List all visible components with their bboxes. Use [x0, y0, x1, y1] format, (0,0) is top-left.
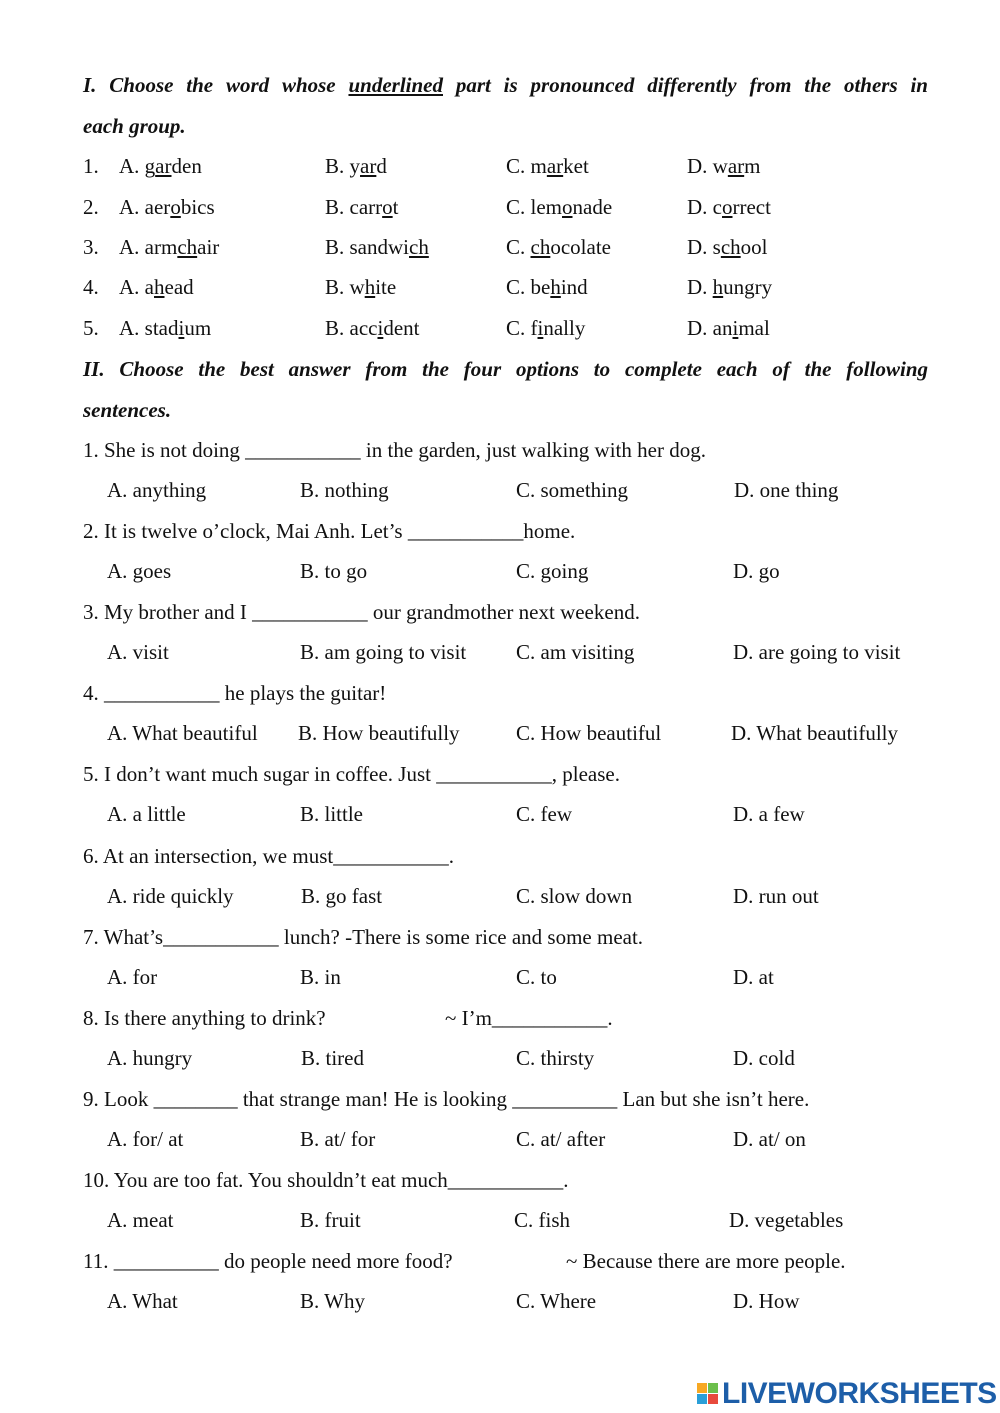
- answer-option[interactable]: B. at/ for: [300, 1127, 376, 1151]
- pronunciation-item: [0, 275, 1000, 305]
- section1-heading-pre: I. Choose the word whose: [83, 73, 349, 97]
- item-number: 4.: [83, 275, 99, 299]
- word-part: B. carr: [325, 195, 383, 219]
- answer-options: [0, 884, 1000, 914]
- pronunciation-item: [0, 316, 1000, 346]
- word-part: A. g: [119, 154, 156, 178]
- answer-option[interactable]: C. going: [516, 559, 589, 583]
- word-part: A. aer: [119, 195, 171, 219]
- answer-option[interactable]: D. one thing: [734, 478, 839, 502]
- underlined-part: ar: [360, 154, 377, 178]
- pronunciation-item: [0, 195, 1000, 225]
- question-row: [0, 600, 1000, 630]
- word-option[interactable]: [506, 235, 611, 260]
- answer-option[interactable]: B. little: [300, 802, 363, 826]
- question-text: 4. ___________ he plays the guitar!: [83, 681, 387, 705]
- answer-option[interactable]: D. at/ on: [733, 1127, 806, 1151]
- section2-heading: II. Choose the best answer from the four options to complete each of the following: [83, 357, 928, 381]
- answer-option[interactable]: A. visit: [107, 640, 169, 664]
- answer-option[interactable]: B. am going to visit: [300, 640, 467, 664]
- answer-option[interactable]: C. am visiting: [516, 640, 635, 664]
- word-part: D. w: [687, 154, 728, 178]
- underlined-part: ar: [546, 154, 564, 178]
- underlined-part: i: [178, 316, 185, 340]
- word-part: ead: [164, 275, 194, 299]
- logo-squares-icon: [697, 1383, 719, 1405]
- answer-option[interactable]: B. nothing: [300, 478, 389, 502]
- answer-option[interactable]: C. thirsty: [516, 1046, 595, 1070]
- word-part: D. c: [687, 195, 722, 219]
- question-row: [0, 438, 1000, 468]
- answer-option[interactable]: A. meat: [107, 1208, 174, 1232]
- word-option[interactable]: [687, 275, 772, 300]
- answer-option[interactable]: B. Why: [300, 1289, 365, 1313]
- answer-options: [0, 965, 1000, 995]
- question-row: [0, 681, 1000, 711]
- underlined-part: i: [377, 316, 384, 340]
- underlined-part: h: [550, 275, 561, 299]
- question-row: [0, 925, 1000, 955]
- word-part: den: [171, 154, 202, 178]
- answer-option[interactable]: A. a little: [107, 802, 186, 826]
- answer-option[interactable]: D. vegetables: [729, 1208, 844, 1232]
- answer-option[interactable]: D. How: [733, 1289, 800, 1313]
- word-part: ocolate: [550, 235, 611, 259]
- word-part: dent: [383, 316, 420, 340]
- question-row: [0, 844, 1000, 874]
- underlined-part: ar: [727, 154, 745, 178]
- answer-option[interactable]: B. tired: [301, 1046, 364, 1070]
- answer-option[interactable]: A. anything: [107, 478, 207, 502]
- word-option[interactable]: [119, 235, 219, 260]
- word-part: nally: [543, 316, 586, 340]
- item-number: 5.: [83, 316, 99, 340]
- question-text: 1. She is not doing ___________ in the garden, just walking with her dog.: [83, 438, 706, 462]
- word-part: bics: [180, 195, 215, 219]
- item-number: 3.: [83, 235, 99, 259]
- section1-heading: [83, 65, 928, 106]
- word-option[interactable]: [119, 275, 194, 300]
- word-part: B. y: [325, 154, 361, 178]
- answer-option[interactable]: D. a few: [733, 802, 805, 826]
- word-part: D.: [687, 275, 713, 299]
- answer-options: [0, 1046, 1000, 1076]
- question-text: 9. Look ________ that strange man! He is looking __________ Lan but she isn’t here.: [83, 1087, 810, 1111]
- word-option[interactable]: [506, 154, 589, 179]
- section1-heading-line2: each group.: [83, 114, 186, 138]
- word-part: C. be: [506, 275, 551, 299]
- item-number: 1.: [83, 154, 99, 178]
- answer-option[interactable]: C. at/ after: [516, 1127, 606, 1151]
- liveworksheets-logo: [697, 1378, 997, 1410]
- word-part: ket: [563, 154, 589, 178]
- underlined-part: o: [382, 195, 393, 219]
- word-part: ind: [560, 275, 588, 299]
- answer-options: [0, 721, 1000, 751]
- word-option[interactable]: [687, 195, 771, 220]
- answer-options: [0, 802, 1000, 832]
- answer-option[interactable]: C. Where: [516, 1289, 597, 1313]
- answer-option[interactable]: D. run out: [733, 884, 819, 908]
- underlined-part: o: [170, 195, 181, 219]
- answer-option[interactable]: B. go fast: [301, 884, 383, 908]
- answer-options: [0, 1208, 1000, 1238]
- answer-option[interactable]: A. What: [107, 1289, 178, 1313]
- underlined-part: ar: [155, 154, 172, 178]
- underlined-part: h: [364, 275, 376, 299]
- question-row: [0, 762, 1000, 792]
- word-part: ool: [740, 235, 768, 259]
- word-part: t: [392, 195, 399, 219]
- question-text: 3. My brother and I ___________ our grandmother next weekend.: [83, 600, 640, 624]
- answer-options: [0, 1127, 1000, 1157]
- word-option[interactable]: [506, 316, 585, 341]
- answer-option[interactable]: C. slow down: [516, 884, 633, 908]
- item-number: 2.: [83, 195, 99, 219]
- word-option[interactable]: [506, 275, 588, 300]
- pronunciation-item: [0, 154, 1000, 184]
- word-option[interactable]: [687, 316, 770, 341]
- word-option[interactable]: [687, 154, 761, 179]
- pronunciation-item: [0, 235, 1000, 265]
- answer-options: [0, 640, 1000, 670]
- answer-options: [0, 559, 1000, 589]
- answer-options: [0, 478, 1000, 508]
- word-part: D. an: [687, 316, 733, 340]
- answer-option[interactable]: C. fish: [514, 1208, 571, 1232]
- question-text: 2. It is twelve o’clock, Mai Anh. Let’s ___________home.: [83, 519, 576, 543]
- word-part: B. acc: [325, 316, 378, 340]
- underlined-part: i: [537, 316, 544, 340]
- question-row: [0, 519, 1000, 549]
- underlined-part: ch: [530, 235, 551, 259]
- answer-option[interactable]: A. goes: [107, 559, 172, 583]
- question-text: 6. At an intersection, we must___________.: [83, 844, 454, 868]
- word-option[interactable]: [119, 154, 202, 179]
- underlined-part: h: [712, 275, 724, 299]
- word-part: um: [184, 316, 212, 340]
- answer-option[interactable]: D. at: [733, 965, 774, 989]
- answer-option[interactable]: C. few: [516, 802, 572, 826]
- word-part: B. w: [325, 275, 365, 299]
- question-row: [0, 1087, 1000, 1117]
- question-text: 10. You are too fat. You shouldn’t eat much___________.: [83, 1168, 569, 1192]
- word-option[interactable]: [325, 154, 387, 179]
- word-part: C. lem: [506, 195, 562, 219]
- section1-heading-underlined: underlined: [348, 73, 443, 97]
- underlined-part: o: [562, 195, 573, 219]
- answer-option[interactable]: A. ride quickly: [107, 884, 234, 908]
- answer-option[interactable]: C. something: [516, 478, 629, 502]
- word-part: air: [197, 235, 220, 259]
- section1-heading-post: part is pronounced differently from the others in: [443, 73, 928, 97]
- question-reply: ~ Because there are more people.: [566, 1249, 846, 1273]
- word-part: C. m: [506, 154, 547, 178]
- answer-option[interactable]: D. What beautifully: [731, 721, 898, 745]
- word-option[interactable]: [325, 275, 396, 300]
- underlined-part: h: [154, 275, 165, 299]
- word-part: A. a: [119, 275, 154, 299]
- word-part: ite: [375, 275, 397, 299]
- word-part: nade: [572, 195, 613, 219]
- underlined-part: ch: [177, 235, 198, 259]
- answer-option[interactable]: A. What beautiful: [107, 721, 258, 745]
- question-row: [0, 1006, 1000, 1036]
- answer-option[interactable]: A. for: [107, 965, 158, 989]
- word-option[interactable]: [119, 195, 215, 220]
- answer-option[interactable]: B. How beautifully: [298, 721, 460, 745]
- answer-options: [0, 1289, 1000, 1319]
- answer-option[interactable]: A. hungry: [107, 1046, 193, 1070]
- underlined-part: ch: [720, 235, 741, 259]
- answer-option[interactable]: D. are going to visit: [733, 640, 901, 664]
- answer-option[interactable]: B. fruit: [300, 1208, 361, 1232]
- question-text: 7. What’s___________ lunch? -There is some rice and some meat.: [83, 925, 644, 949]
- word-part: m: [744, 154, 761, 178]
- word-part: D. s: [687, 235, 721, 259]
- answer-option[interactable]: D. go: [733, 559, 780, 583]
- underlined-part: o: [722, 195, 733, 219]
- word-part: rrect: [732, 195, 771, 219]
- word-part: C. f: [506, 316, 538, 340]
- word-part: mal: [738, 316, 770, 340]
- question-row: [0, 1168, 1000, 1198]
- question-text: 11. __________ do people need more food?: [83, 1249, 453, 1273]
- question-text: 5. I don’t want much sugar in coffee. Just ___________, please.: [83, 762, 620, 786]
- logo-text: LIVEWORKSHEETS: [722, 1377, 997, 1410]
- word-part: ungry: [723, 275, 773, 299]
- word-option[interactable]: [325, 235, 429, 260]
- question-text: 8. Is there anything to drink?: [83, 1006, 326, 1030]
- word-part: B. sandwi: [325, 235, 409, 259]
- answer-option[interactable]: C. How beautiful: [516, 721, 662, 745]
- section2-heading-line2: sentences.: [83, 398, 172, 422]
- word-option[interactable]: [325, 316, 419, 341]
- answer-option[interactable]: D. cold: [733, 1046, 795, 1070]
- question-row: [0, 1249, 1000, 1279]
- word-part: C.: [506, 235, 531, 259]
- question-reply: ~ I’m___________.: [445, 1006, 613, 1030]
- answer-option[interactable]: C. to: [516, 965, 557, 989]
- underlined-part: ch: [409, 235, 429, 259]
- word-option[interactable]: [325, 195, 398, 220]
- word-part: A. stad: [119, 316, 179, 340]
- underlined-part: i: [732, 316, 739, 340]
- word-option[interactable]: [687, 235, 768, 260]
- answer-option[interactable]: B. in: [300, 965, 341, 989]
- word-option[interactable]: [506, 195, 612, 220]
- word-part: A. arm: [119, 235, 178, 259]
- word-part: d: [376, 154, 387, 178]
- answer-option[interactable]: B. to go: [300, 559, 368, 583]
- answer-option[interactable]: A. for/ at: [107, 1127, 184, 1151]
- word-option[interactable]: [119, 316, 211, 341]
